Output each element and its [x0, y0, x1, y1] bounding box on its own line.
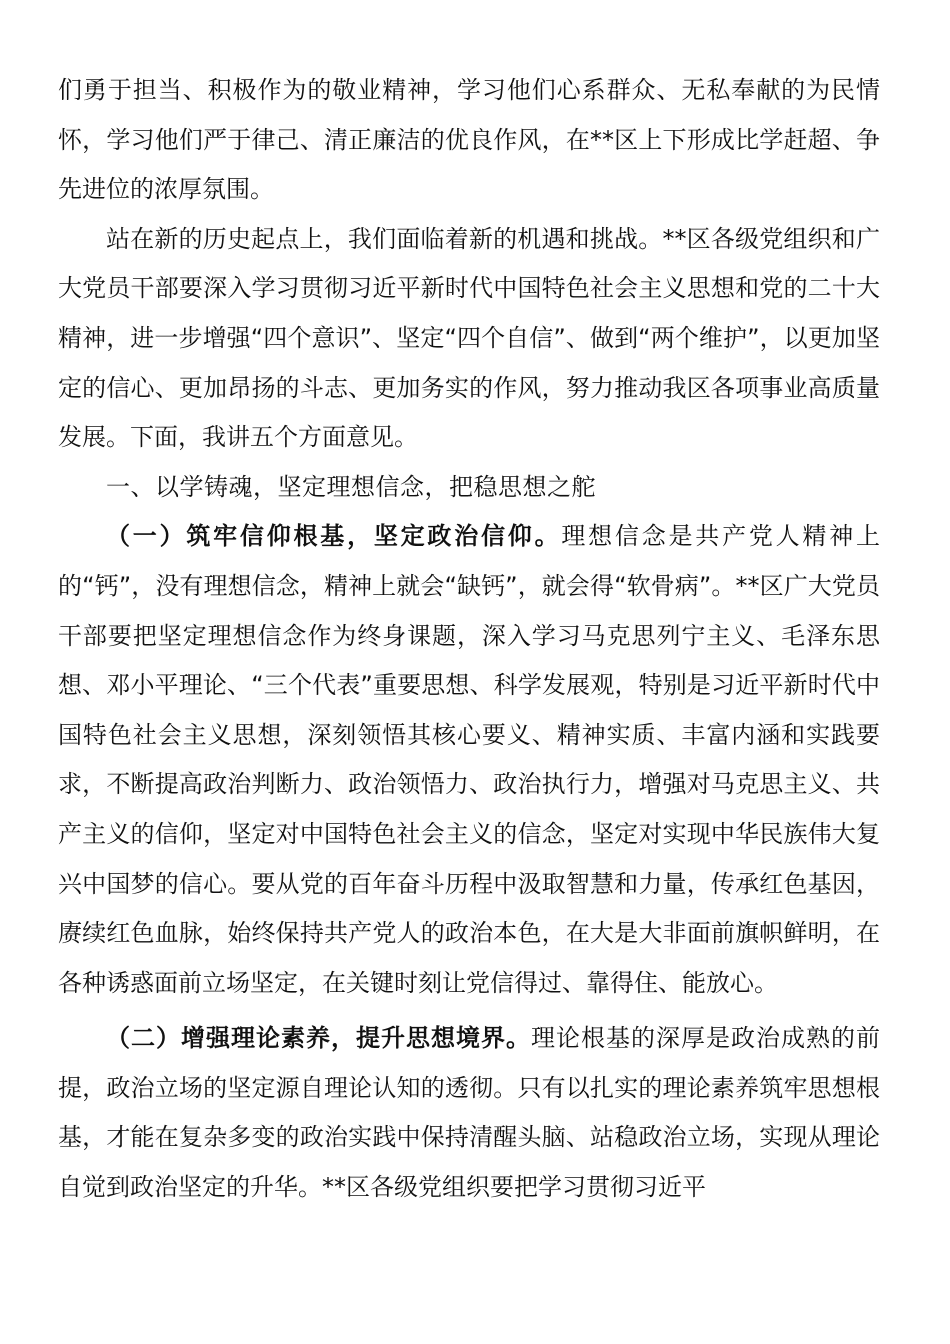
subsection-1-body: 理想信念是共产党人精神上的“钙”，没有理想信念，精神上就会“缺钙”，就会得“软骨病”。**区广大党员干部要把坚定理想信念作为终身课题，深入学习马克思列宁主义、毛泽东思想、邓小平理论、“三个代表”重要思想、科学发展观，特别是习近平新时代中国特色社会主义思想，深刻领悟其核心要义、精神实质、丰富内涵和实践要求，不断提高政治判断力、政治领悟力、政治执行力，增强对马克思主义、共产主义的信仰，坚定对中国特色社会主义的信念，坚定对实现中华民族伟大复兴中国梦的信心。要从党的百年奋斗历程中汲取智慧和力量，传承红色基因，赓续红色血脉，始终保持共产党人的政治本色，在大是大非面前旗帜鲜明，在各种诱惑面前立场坚定，在关键时刻让党信得过、靠得住、能放心。	[58, 522, 881, 997]
subsection-2-title: （二）增强理论素养，提升思想境界。	[106, 1024, 531, 1053]
subsection-2	[58, 1014, 880, 1212]
document-page	[58, 66, 880, 1213]
paragraph-continuation: 们勇于担当、积极作为的敬业精神，学习他们心系群众、无私奉献的为民情怀，学习他们严于律己、清正廉洁的优良作风，在**区上下形成比学赶超、争先进位的浓厚氛围。	[58, 76, 880, 204]
paragraph-intro: 站在新的历史起点上，我们面临着新的机遇和挑战。**区各级党组织和广大党员干部要深入学习贯彻习近平新时代中国特色社会主义思想和党的二十大精神，进一步增强“四个意识”、坚定“四个自信”、做到“两个维护”，以更加坚定的信心、更加昂扬的斗志、更加务实的作风，努力推动我区各项事业高质量发展。下面，我讲五个方面意见。	[58, 224, 880, 452]
subsection-1-title: （一）筑牢信仰根基，坚定政治信仰。	[106, 522, 562, 551]
section-heading-1: 一、以学铸魂，坚定理想信念，把稳思想之舵	[106, 472, 596, 501]
subsection-1	[58, 512, 880, 1008]
subsection-2-body: 理论根基的深厚是政治成熟的前提，政治立场的坚定源自理论认知的透彻。只有以扎实的理论素养筑牢思想根基，才能在复杂多变的政治实践中保持清醒头脑、站稳政治立场，实现从理论自觉到政治坚定的升华。**区各级党组织要把学习贯彻习近平	[58, 1024, 880, 1202]
